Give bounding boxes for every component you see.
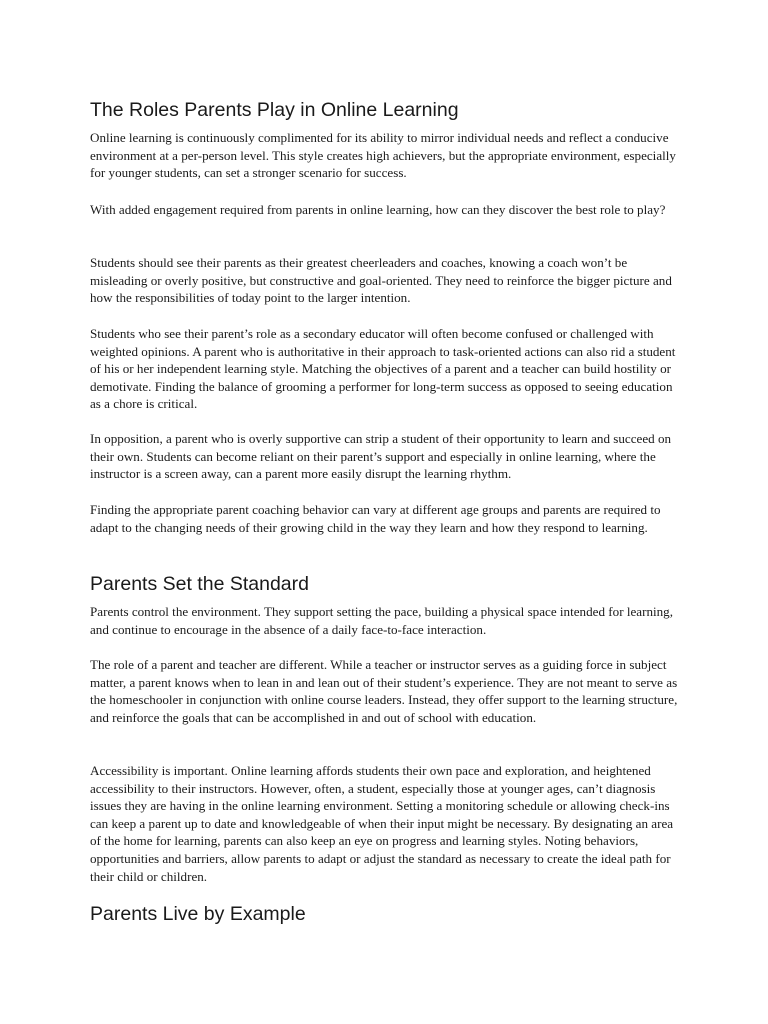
paragraph: Online learning is continuously complimented for its ability to mirror individual needs and reflect a conducive environment at a per-person level. This style creates high achievers, but the appropriate environment, especially for younger students, can set a stronger scenario for success. [90, 130, 676, 181]
section-heading-standard: Parents Set the Standard [90, 573, 309, 595]
paragraph: Students should see their parents as their greatest cheerleaders and coaches, knowing a coach won’t be misleading or overly positive, but constructive and goal-oriented. They need to reinforce the bigger picture and how the responsibilities of today point to the larger intention. [90, 255, 672, 306]
section-heading-roles: The Roles Parents Play in Online Learning [90, 99, 459, 121]
paragraph: Parents control the environment. They support setting the pace, building a physical space intended for learning, and continue to encourage in the absence of a daily face-to-face interaction. [90, 604, 673, 637]
paragraph: Students who see their parent’s role as a secondary educator will often become confused or challenged with weighted opinions. A parent who is authoritative in their approach to task-oriented actions can also rid a student of his or her independent learning style. Matching the objectives of a parent and a teacher can build hostility or demotivate. Finding the balance of grooming a performer for long-term success as opposed to seeing education as a chore is critical. [90, 326, 676, 412]
paragraph: Finding the appropriate parent coaching behavior can vary at different age groups and parents are required to adapt to the changing needs of their growing child in the way they learn and how they respond to learning. [90, 502, 661, 535]
paragraph: In opposition, a parent who is overly supportive can strip a student of their opportunity to learn and succeed on their own. Students can become reliant on their parent’s support and especially in online learning, where the instructor is a screen away, can a parent more easily disrupt the learning rhythm. [90, 431, 672, 482]
section-heading-example: Parents Live by Example [90, 903, 306, 925]
paragraph: With added engagement required from parents in online learning, how can they discover the best role to play? [90, 202, 666, 217]
paragraph: The role of a parent and teacher are different. While a teacher or instructor serves as a guiding force in subject matter, a parent knows when to lean in and lean out of their student’s experience. They are not meant to serve as the homeschooler in conjunction with online course leaders. Instead, they offer support to the learning structure, and reinforce the goals that can be accomplished in and out of school with education. [90, 657, 678, 725]
paragraph: Accessibility is important. Online learning affords students their own pace and exploration, and heightened accessibility to their instructors. However, often, a student, especially those at younger ages, can’t diagnosis issues they are having in the online learning environment. Setting a monitoring schedule or allowing check-ins can keep a parent up to date and knowledgeable of when their input might be necessary. By designating an area of the home for learning, parents can also keep an eye on progress and learning styles. Noting behaviors, opportunities and barriers, allow parents to adapt or adjust the standard as necessary to create the ideal path for their child or children. [90, 763, 674, 884]
